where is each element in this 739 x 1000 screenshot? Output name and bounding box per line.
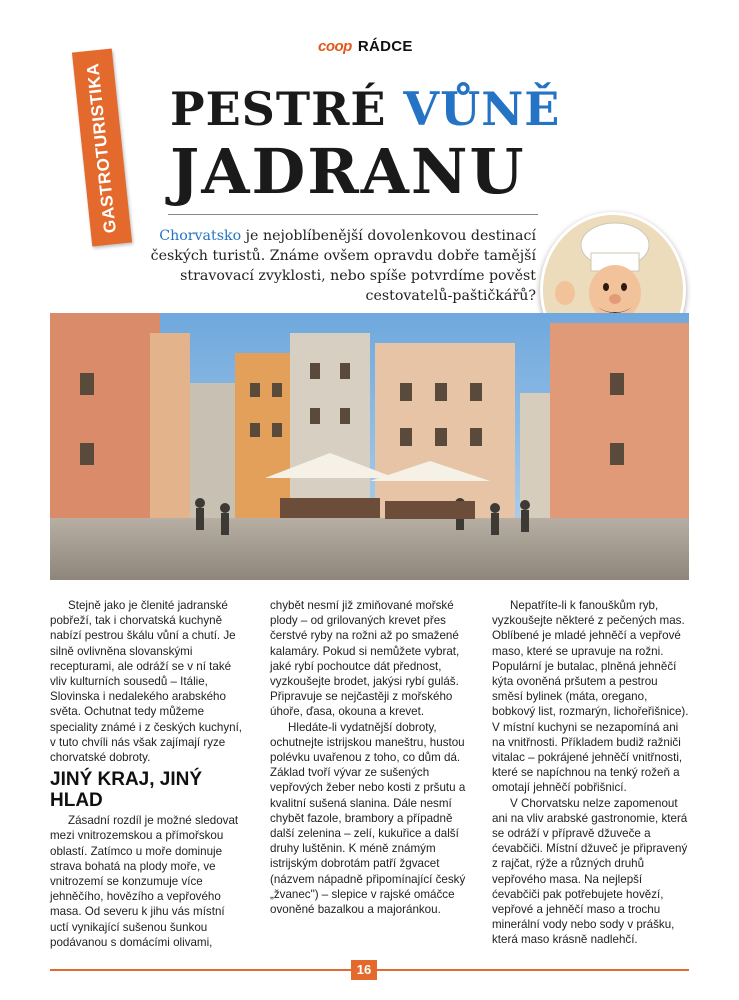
town-square-photo bbox=[50, 313, 689, 580]
paragraph: chybět nesmí již zmiňované mořské plody – od grilovaných krevet přes čerstvé ryby na rožni až po smažené kalamáry. Pokud si nemůžete vybrat, jaké rybí pochoutce dát přednost, vyzkoušejte brodet, jakýsi rybí guláš. Připravuje se nejčastěji z mořského úhoře, ďasa, okouna a krevet. bbox=[270, 599, 460, 719]
article-column-2 bbox=[270, 598, 470, 917]
subheading: JINÝ KRAJ, JINÝ HLAD bbox=[50, 769, 203, 812]
intro-highlight: Chorvatsko bbox=[159, 228, 242, 244]
coop-logo: coop bbox=[318, 38, 352, 55]
title-word-2: VŮNĚ bbox=[403, 82, 561, 136]
paragraph: Nepatříte-li k fanouškům ryb, vyzkoušejte některé z pečených mas. Oblíbené je mladé jehněčí a vepřové maso, které se upravuje na rožni. Populární je butalac, plněná jehněčí kýta ovoněná pršutem a pestrou směsí bylinek (máta, oregano, bobkový list, rozmarýn, lichořeřišnice). V místní kuchyni se nezapomíná ani na vnitřnosti. Příkladem budiž ražniči vitalac – pokrájené jehněčí vnitřnosti, které se napíchnou na tenký rožeň a omotají jehněčí pobřišnicí. bbox=[492, 599, 689, 795]
section-name: RÁDCE bbox=[357, 38, 413, 55]
magazine-brand bbox=[318, 38, 413, 55]
paragraph: Zásadní rozdíl je možné sledovat mezi vnitrozemskou a přímořskou oblastí. Zatímco u moře dominuje strava bohatá na plody moře, ve vnitrozemí se konzumuje více jehněčího, hovězího a vepřového masa. Od severu k jihu vás místní uctí vynikající sušenou šunkou podávanou s domácími olivami, bbox=[50, 814, 239, 949]
town-photo-icon bbox=[50, 313, 689, 580]
paragraph: Hledáte-li vydatnější dobroty, ochutnejte istrijskou maneštru, hustou polévku uvařenou z toho, co dům dá. Základ tvoří vývar ze sušených vepřových žeber nebo kosti z pršutu a kvalitní sušená slanina. Dále nesmí chybět fazole, brambory a případně další zelenina – zelí, kukuřice a další druhy luštěnin. K méně známým istrijským dobrotám patří žgvacet (názvem nápadně připomínající český „žvanec") – slepice v rajské omáčce ovoněné bazalkou a majoránkou. bbox=[270, 720, 466, 917]
intro-text: je nejoblíbenější dovolenkovou destinací českých turistů. Známe ovšem opravdu dobře tamější stravovací zvyklosti, nebo spíše potvrdíme pověst cestovatelů-paštičkářů? bbox=[150, 228, 536, 304]
category-label: GASTROTURISTIKA bbox=[83, 61, 120, 234]
title-line-1 bbox=[170, 82, 560, 136]
title-line-2: JADRANU bbox=[170, 135, 526, 208]
article-column-1 bbox=[50, 598, 246, 950]
category-tag bbox=[72, 48, 132, 246]
page-number: 16 bbox=[351, 960, 377, 980]
article-column-3 bbox=[492, 598, 690, 948]
paragraph: V Chorvatsku nelze zapomenout ani na vliv arabské gastronomie, která se odráží v přípravě džuveče a ćevabčiči. Místní džuveč je připravený z rajčat, rýže a různých druhů vepřového masa. Na nejlepší ćevabčiči pak potřebujete hovězí, vepřové a jehněčí maso a trochu minerální vody nebo sody v prášku, která maso krásně nadlehčí. bbox=[492, 796, 688, 947]
paragraph: Stejně jako je členité jadranské pobřeží, tak i chorvatská kuchyně nabízí pestrou škálu vůní a chutí. Je silně ovlivněna slovanskými recepturami, ale odráží se v ní také vliv kulturních sousedů – Itálie, Slovinska i nedalekého arabského světa. Ochutnat tedy můžeme speciality známé i z českých kuchyní, v tuto chvíli nás však zajímají ryze chorvatské dobroty. bbox=[50, 599, 243, 765]
title-word-1: PESTRÉ bbox=[170, 82, 387, 136]
intro-paragraph bbox=[150, 226, 536, 306]
title-divider bbox=[168, 214, 538, 215]
